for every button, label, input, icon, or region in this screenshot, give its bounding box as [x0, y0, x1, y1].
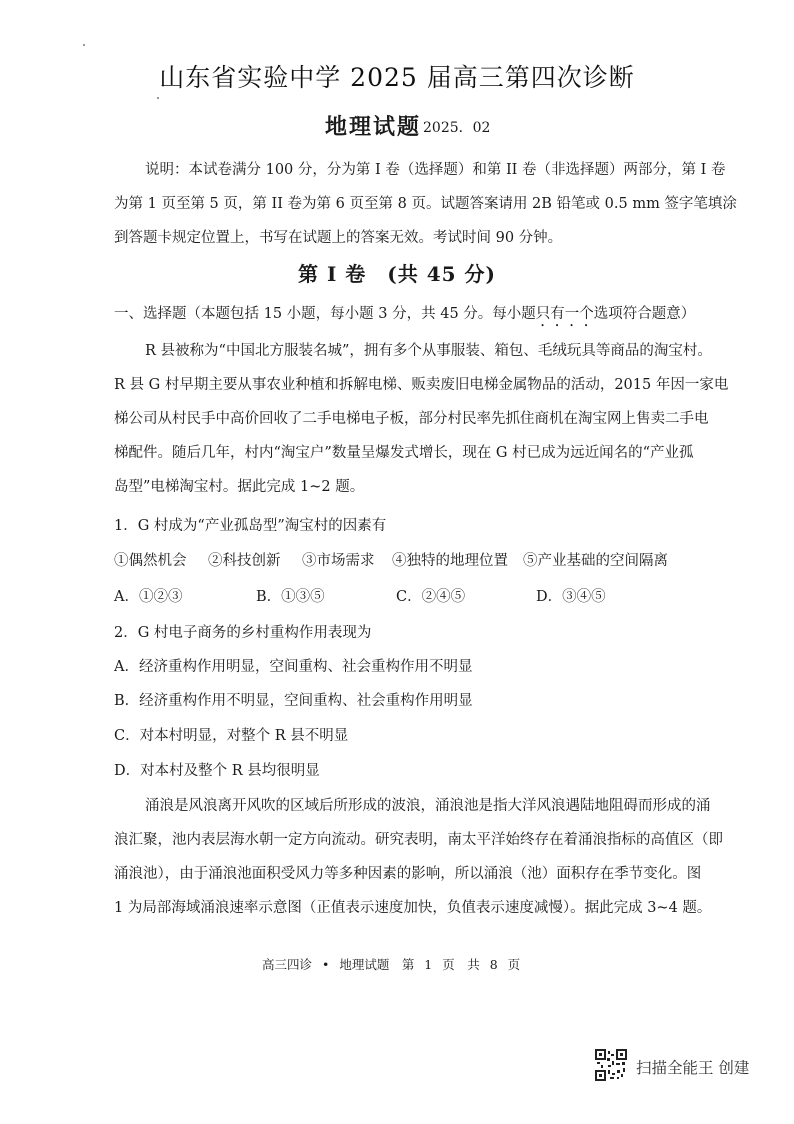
section-title: 第 I 卷 (共 45 分) — [298, 262, 496, 286]
instructions-line-3: 到答题卡规定位置上，书写在试题上的答案无效。考试时间 90 分钟。 — [114, 230, 563, 246]
scan-speck — [157, 97, 159, 99]
passage1-line-5: 岛型”电梯淘宝村。据此完成 1~2 题。 — [114, 479, 365, 495]
q2-option-b: B．经济重构作用不明显，空间重构、社会重构作用明显 — [114, 693, 473, 709]
passage1-line-3: 梯公司从村民手中高价回收了二手电梯电子板，部分村民率先抓住商机在淘宝网上售卖二手电 — [114, 411, 709, 427]
section-heading-prefix: 一、选择题（本题包括 15 小题，每小题 3 分，共 45 分。每小题 — [114, 306, 536, 322]
q1-factor-5: ⑤产业基础的空间隔离 — [523, 553, 668, 569]
q1-option-c: C．②④⑤ — [396, 589, 466, 605]
exam-date: 2025．02 — [423, 120, 491, 136]
page-footer: 高三四诊 • 地理试题 第 1 页 共 8 页 — [262, 957, 521, 972]
q1-stem: 1．G 村成为“产业孤岛型”淘宝村的因素有 — [114, 518, 387, 534]
q2-option-a: A．经济重构作用明显，空间重构、社会重构作用不明显 — [114, 659, 473, 675]
scan-speck — [83, 44, 85, 46]
q1-factor-2: ②科技创新 — [208, 553, 281, 569]
section-heading-emphasis: 只有一个 — [535, 306, 594, 322]
passage2-line-3: 涌浪池），由于涌浪池面积受风力等多种因素的影响，所以涌浪（池）面积存在季节变化。图 — [114, 866, 702, 882]
q1-option-b: B．①③⑤ — [256, 589, 325, 605]
instructions-line-1: 说明：本试卷满分 100 分，分为第 I 卷（选择题）和第 II 卷（非选择题）两部分，第 I 卷 — [145, 162, 726, 178]
passage1-line-1: R 县被称为“中国北方服装名城”，拥有多个从事服装、箱包、毛绒玩具等商品的淘宝村。 — [145, 343, 712, 359]
passage2-line-4: 1 为局部海域涌浪速率示意图（正值表示速度加快，负值表示速度减慢）。据此完成 3~4 题。 — [114, 900, 712, 916]
passage2-line-2: 浪汇聚，池内表层海水朝一定方向流动。研究表明，南太平洋始终存在着涌浪指标的高值区（即 — [114, 832, 723, 848]
q1-factor-3: ③市场需求 — [302, 553, 375, 569]
passage2-line-1: 涌浪是风浪离开风吹的区域后所形成的波浪，涌浪池是指大洋风浪遇陆地阻碍而形成的涌 — [145, 798, 711, 814]
section-heading — [114, 302, 695, 330]
exam-title: 山东省实验中学 2025 届高三第四次诊断 — [159, 63, 635, 92]
passage1-line-4: 梯配件。随后几年，村内“淘宝户”数量呈爆发式增长，现在 G 村已成为远近闻名的“产业孤 — [114, 445, 694, 461]
instructions-line-2: 为第 1 页至第 5 页，第 II 卷为第 6 页至第 8 页。试题答案请用 2B 铅笔或 0.5 mm 签字笔填涂 — [114, 196, 737, 212]
q1-factor-1: ①偶然机会 — [114, 553, 187, 569]
q1-option-a: A．①②③ — [114, 589, 183, 605]
q1-option-d: D．③④⑤ — [536, 589, 606, 605]
q1-factor-4: ④独特的地理位置 — [392, 553, 508, 569]
passage1-line-2: R 县 G 村早期主要从事农业种植和拆解电梯、贩卖废旧电梯金属物品的活动，2015 年因一家电 — [114, 377, 729, 393]
section-heading-suffix: 选项符合题意） — [593, 306, 696, 322]
q2-option-c: C．对本村明显，对整个 R 县不明显 — [114, 728, 349, 744]
q2-stem: 2．G 村电子商务的乡村重构作用表现为 — [114, 625, 372, 641]
q2-option-d: D．对本村及整个 R 县均很明显 — [114, 763, 320, 779]
scanner-watermark: 扫描全能王 创建 — [636, 1059, 750, 1077]
qr-code-icon — [595, 1049, 627, 1081]
subject-title: 地理试题 — [325, 114, 422, 140]
